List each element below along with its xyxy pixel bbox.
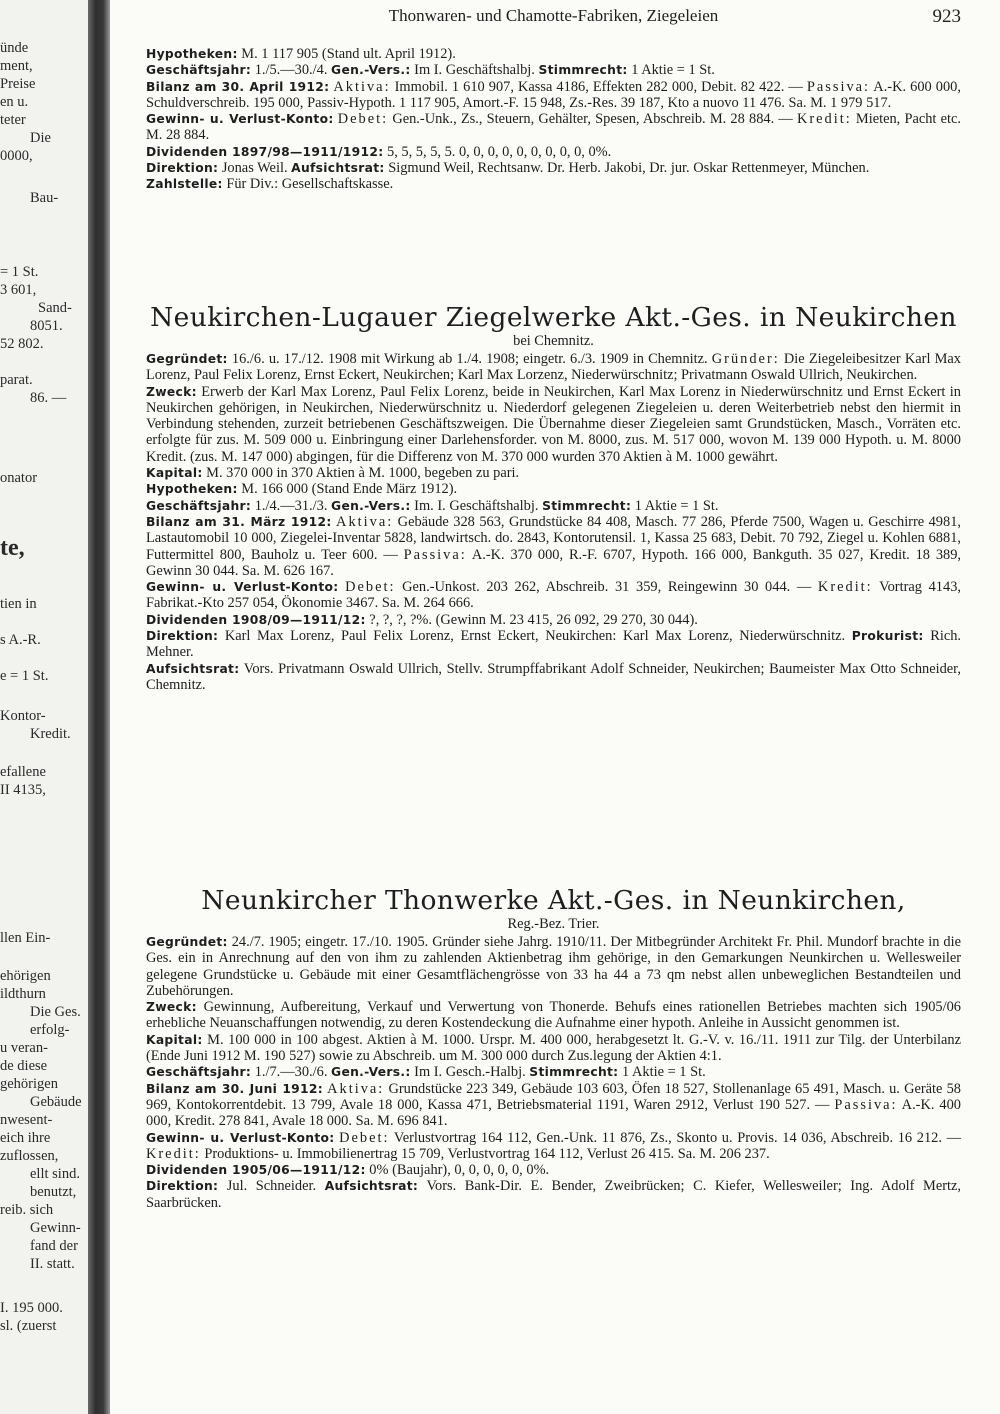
company-title: Neukirchen-Lugauer Ziegelwerke Akt.-Ges. in Neukirchen <box>150 302 957 333</box>
direktion-paragraph: Direktion: Jul. Schneider. Aufsichtsrat: Vors. Bank-Dir. E. Bender, Zweibrücken; C. Kiefer, Wellesweiler; Ing. Adolf Mertz, Saarbrücken. <box>146 1178 961 1211</box>
hypotheken-line: Hypotheken: M. 166 000 (Stand Ende März 1912). <box>146 481 458 498</box>
kapital-paragraph: Kapital: M. 100 000 in 100 abgest. Aktien à M. 1000. Urspr. M. 400 000, herabgesetzt lt. G.-V. v. 16./11. 1911 zur Tilg. der Unterbilanz (Ende Juni 1912 M. 190 527) sowie zu Abschreib. um M. 300 000 durch Zus.legung der Aktien 4:1. <box>146 1031 961 1065</box>
zahlstelle-line: Zahlstelle: Für Div.: Gesellschaftskasse. <box>146 176 394 193</box>
direktion-paragraph: Direktion: Karl Max Lorenz, Paul Felix Lorenz, Ernst Eckert, Neukirchen: Karl Max Lorenz, Niederwürschnitz. Prokurist: Rich. Mehner. <box>146 628 962 661</box>
prev-page-fragment: onator <box>0 470 38 486</box>
prev-page-fragment: llen Ein- <box>0 930 51 946</box>
bilanz-paragraph: Bilanz am 30. April 1912: Aktiva: Immobil. 1 610 907, Kassa 4186, Effekten 282 000, Debit. 82 422. — Passiva: A.-K. 600 000, Schuldverschreib. 195 000, Passiv-Hypoth. 1 117 905, Amort.-F. 15 948, Zs.-Res. 39 187, Kto a nuovo 11 476. Sa. M. 1 979 517. <box>146 78 961 111</box>
prev-page-fragment: Kontor- <box>0 708 46 724</box>
entry-continued <box>146 46 961 193</box>
prev-page-fragment: Bau- <box>30 190 59 206</box>
gewinn-verlust-paragraph: Gewinn- u. Verlust-Konto: Debet: Gen.-Unk., Zs., Steuern, Gehälter, Spesen, Abschreib. M. 28 884. — Kredit: Mieten, Pacht etc. M. 28 884. <box>146 111 961 144</box>
geschaeftsjahr-line: Geschäftsjahr: 1./7.—30./6. Gen.-Vers.: Im I. Gesch.-Halbj. Stimmrecht: 1 Aktie = 1 St. <box>146 1064 706 1081</box>
aufsichtsrat-paragraph: Aufsichtsrat: Vors. Privatmann Oswald Ullrich, Stellv. Strumpffabrikant Adolf Schneider, Neukirchen; Baumeister Max Otto Schneider, Chemnitz. <box>146 660 961 693</box>
prev-page-fragment: ünde <box>0 40 29 56</box>
company-entry-neukirchen-lugauer <box>146 303 961 693</box>
company-title: Neunkircher Thonwerke Akt.-Ges. in Neunkirchen, <box>201 885 906 916</box>
prev-page-fragment: ehörigen <box>0 968 51 984</box>
prev-page-fragment: Die Ges. <box>30 1004 81 1020</box>
dividenden-line: Dividenden 1897/98—1911/1912: 5, 5, 5, 5, 5. 0, 0, 0, 0, 0, 0, 0, 0, 0, 0%. <box>146 143 612 160</box>
prev-page-fragment: sl. (zuerst <box>0 1318 57 1334</box>
prev-page-fragment: Kredit. <box>30 726 71 742</box>
page-number: 923 <box>932 6 961 27</box>
zweck-paragraph: Zweck: Gewinnung, Aufbereitung, Verkauf und Verwertung von Thonerde. Behufs eines rationellen Betriebes machten sich 1905/06 erhebliche Neuanschaffungen notwendig, zu deren Kostendeckung die Aufnahme einer hypoth. Anleihe in Aussicht genommen ist. <box>146 999 961 1032</box>
geschaeftsjahr-line: Geschäftsjahr: 1./4.—31./3. Gen.-Vers.: Im. I. Geschäftshalbj. Stimmrecht: 1 Aktie = 1 St. <box>146 497 719 514</box>
prev-page-fragment: efallene <box>0 764 46 780</box>
prev-page-fragment: nwesent- <box>0 1112 53 1128</box>
prev-page-fragment: II 4135, <box>0 782 46 798</box>
gewinn-verlust-paragraph: Gewinn- u. Verlust-Konto: Debet: Gen.-Unkost. 203 262, Abschreib. 31 359, Reingewinn 30 044. — Kredit: Vortrag 4143, Fabrikat.-Kto 257 054, Ökonomie 3467. Sa. M. 264 666. <box>146 579 961 612</box>
prev-page-fragment: e = 1 St. <box>0 668 49 684</box>
company-location: bei Chemnitz. <box>513 333 594 349</box>
prev-page-fragment: u veran- <box>0 1040 48 1056</box>
hypotheken-line: Hypotheken: M. 1 117 905 (Stand ult. April 1912). <box>146 46 456 62</box>
prev-page-fragment: zuflossen, <box>0 1148 59 1164</box>
prev-page-fragment: fand der <box>30 1238 78 1254</box>
prev-page-fragment: reib. sich <box>0 1202 54 1218</box>
dividenden-line: Dividenden 1905/06—1911/12: 0% (Baujahr), 0, 0, 0, 0, 0, 0%. <box>146 1162 550 1179</box>
dividenden-line: Dividenden 1908/09—1911/12: ?, ?, ?, ?%. (Gewinn M. 23 415, 26 092, 29 270, 30 044). <box>146 611 698 628</box>
prev-page-fragment: Gebäude <box>30 1094 82 1110</box>
prev-page-fragment: Preise <box>0 76 36 92</box>
page-923 <box>146 0 961 1414</box>
prev-page-fragment: ment, <box>0 58 33 74</box>
prev-page-fragment: benutzt, <box>30 1184 77 1200</box>
prev-page-fragment: 52 802. <box>0 336 44 352</box>
prev-page-fragment: gehörigen <box>0 1076 58 1092</box>
direktion-paragraph: Direktion: Jonas Weil. Aufsichtsrat: Sigmund Weil, Rechtsanw. Dr. Herb. Jakobi, Dr. jur. Oskar Rettenmeyer, München. <box>146 160 870 177</box>
prev-page-fragment: I. 195 000. <box>0 1300 63 1316</box>
company-location: Reg.-Bez. Trier. <box>507 916 600 932</box>
prev-page-fragment: ellt sind. <box>30 1166 80 1182</box>
prev-page-fragment: s A.-R. <box>0 632 41 648</box>
prev-page-fragment: 86. — <box>30 390 67 406</box>
bilanz-paragraph: Bilanz am 31. März 1912: Aktiva: Gebäude 328 563, Grundstücke 84 408, Masch. 77 286, Pferde 7500, Wagen u. Geschirre 4981, Lastautomobil 10 000, Ziegelei-Inventar 5828, landwirtsch. do. 2843, Kontorutensil. 1, Kassa 25 683, Debit. 70 792, Ziegel u. Kohlen 6881, Futtermittel 800, Bauholz u. Teer 600. — Passiva: A.-K. 370 000, R.-F. 6707, Hypoth. 166 000, Bankguth. 35 027, Kredit. 18 389, Gewinn 30 044. Sa. M. 626 167. <box>146 513 962 579</box>
bilanz-paragraph: Bilanz am 30. Juni 1912: Aktiva: Grundstücke 223 349, Gebäude 103 603, Öfen 18 527, Stollenanlage 65 491, Masch. u. Geräte 58 969, Kontokorrentdebit. 13 799, Avale 18 000, Kassa 471, Betriebsmaterial 1191, Waren 2912, Verlust 190 527. — Passiva: A.-K. 400 000, Kredit. 278 841, Avale 18 000. Sa. M. 696 841. <box>146 1080 961 1130</box>
prev-page-fragment: 8051. <box>30 318 63 334</box>
prev-page-fragment: de diese <box>0 1058 48 1074</box>
geschaeftsjahr-line: Geschäftsjahr: 1./5.—30./4. Gen.-Vers.: Im I. Geschäftshalbj. Stimmrecht: 1 Aktie = 1 St. <box>146 62 715 79</box>
prev-page-fragment: te, <box>0 535 25 561</box>
prev-page-fragment: teter <box>0 112 26 128</box>
prev-page-fragment: Gewinn- <box>30 1220 81 1236</box>
prev-page-fragment: II. statt. <box>30 1256 75 1272</box>
prev-page-fragment: erfolg- <box>30 1022 70 1038</box>
prev-page-fragment: 3 601, <box>0 282 37 298</box>
book-gutter <box>88 0 110 1414</box>
prev-page-fragment: ildthurn <box>0 986 46 1002</box>
prev-page-fragment: parat. <box>0 372 33 388</box>
prev-page-fragment: 0000, <box>0 148 33 164</box>
prev-page-fragment: Sand- <box>38 300 72 316</box>
gegruendet-paragraph: Gegründet: 24./7. 1905; eingetr. 17./10. 1905. Gründer siehe Jahrg. 1910/11. Der Mitbegründer Architekt Fr. Phil. Mundorf brachte in die Ges. ein in Anrechnung auf den von ihm zu zahlenden Aktienbetrag ihm gehörige, in den Gemarkungen Neunkirchen u. Wellesweiler gelegene Grundstücke u. Gebäude mit einer Gesamtflächengrösse von 33 ha 44 a 73 qm nebst allen unbeweglichen Bestandteilen und Zubehörungen. <box>146 934 961 999</box>
prev-page-fragment: = 1 St. <box>0 264 39 280</box>
kapital-line: Kapital: M. 370 000 in 370 Aktien à M. 1000, begeben zu pari. <box>146 465 520 482</box>
prev-page-fragment: tien in <box>0 596 37 612</box>
prev-page-fragment: en u. <box>0 94 29 110</box>
gegruendet-paragraph: Gegründet: 16./6. u. 17./12. 1908 mit Wirkung ab 1./4. 1908; eingetr. 6./3. 1909 in Chemnitz. Gründer: Die Ziegeleibesitzer Karl Max Lorenz, Paul Felix Lorenz, Ernst Eckert, Neukirchen; Karl Max Lorzenz, Niederwürschnitz; Privatmann Oswald Ullrich, Neukirchen. <box>146 351 961 384</box>
prev-page-fragment: eich ihre <box>0 1130 51 1146</box>
previous-page-column <box>0 0 88 1414</box>
company-entry-neunkircher-thonwerke <box>146 886 961 1211</box>
prev-page-fragment: Die <box>30 130 51 146</box>
running-head <box>146 6 961 30</box>
gewinn-verlust-paragraph: Gewinn- u. Verlust-Konto: Debet: Verlustvortrag 164 112, Gen.-Unk. 11 876, Zs., Skonto u. Provis. 14 036, Abschreib. 16 212. — Kredit: Produktions- u. Immobilienertrag 15 709, Verlustvortrag 164 112, Verlust 26 415. Sa. M. 206 237. <box>146 1129 961 1162</box>
zweck-paragraph: Zweck: Erwerb der Karl Max Lorenz, Paul Felix Lorenz, beide in Neukirchen, Karl Max Lorenz in Niederwürschnitz und Ernst Eckert in Neukirchen gehörigen, in Neukirchen, Niederwürschnitz u. Niederdorf gelegenen Ziegeleien u. deren Weiterbetrieb nebst den hiermit in Verbindung stehenden, zurzeit betriebenen Geschäftszweigen. Die Übernahme dieser Ziegeleien samt Grundstücken, Masch., Vorräten etc. erfolgte für zus. M. 509 000 u. Einbringung einer Darlehensforder. von M. 8000, zus. M. 517 000, wovon M. 139 000 Hypoth. u. M. 8000 Kredit. (zus. M. 147 000) abgingen, für die Differenz von M. 370 000 wurden 370 Aktien à M. 1000 gewährt. <box>146 383 961 465</box>
running-title: Thonwaren- und Chamotte-Fabriken, Ziegeleien <box>388 6 719 25</box>
